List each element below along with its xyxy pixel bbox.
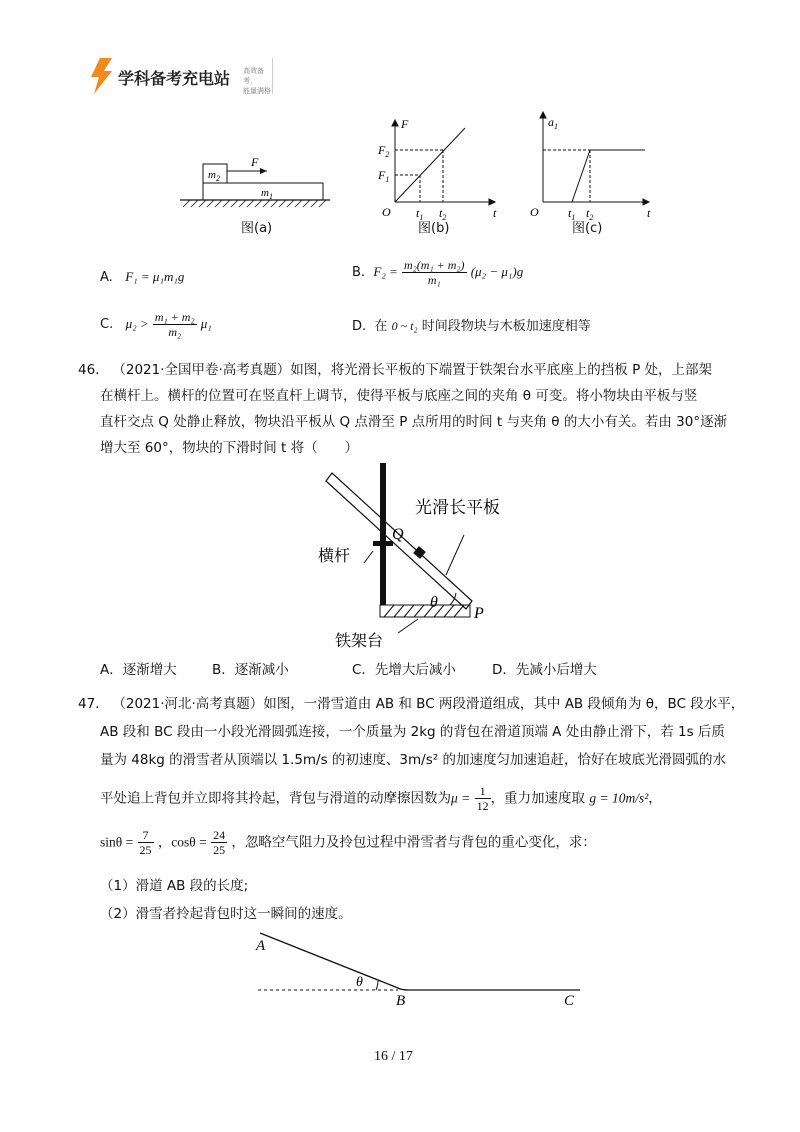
- q46-figure: [300, 455, 530, 655]
- q46-option-c: C．先增大后减小: [352, 662, 456, 678]
- q45-option-d: D. 在 0 ~ t₂ 时间段物块与木板加速度相等: [352, 319, 591, 334]
- fig-b-y-axis: F: [401, 117, 409, 131]
- q47-label-B: B: [396, 993, 406, 1009]
- fig-a-label-force: F: [251, 155, 259, 169]
- fig-c-caption: 图(c): [572, 221, 603, 236]
- q46-option-d: D．先减小后增大: [492, 662, 597, 678]
- fig-c-t1: $t_1$: [568, 206, 576, 222]
- fig-c-t2: $t_2$: [586, 206, 594, 222]
- q46-line3: 直杆交点 Q 处静止释放，物块沿平板从 Q 点滑至 P 点所用的时间 t 与夹角 θ 的大小有关。若由 30°逐渐: [100, 414, 728, 430]
- fig-c-x-axis: t: [647, 206, 651, 220]
- q46-line4: 增大至 60°，物块的下滑时间 t 将（ ）: [100, 440, 359, 456]
- fig-b-caption: 图(b): [418, 221, 450, 236]
- q46-option-a: A．逐渐增大: [100, 662, 177, 678]
- fig-b-t1: $t_1$: [416, 206, 424, 222]
- q47-sub1: （1）滑道 AB 段的长度;: [100, 878, 249, 894]
- brand-slogan: 高效备考， 能量满格: [243, 67, 271, 95]
- q47-label-theta: θ: [356, 975, 363, 990]
- q46-label-Q: Q: [392, 526, 404, 543]
- q46-line1: 46. （2021·全国甲卷·高考真题）如图，将光滑长平板的下端置于铁架台水平底座上的挡板 P 处，上部架: [78, 362, 713, 378]
- q47-line1: 47. （2021·河北·高考真题）如图，一滑雪道由 AB 和 BC 两段滑道组成，其中 AB 段倾角为 θ，BC 段水平，: [78, 696, 745, 712]
- q46-option-b: B．逐渐减小: [212, 662, 289, 678]
- header-divider: [272, 58, 273, 94]
- q46-label-crossbar: 横杆: [318, 546, 351, 565]
- fig-b-F1: $F_1$: [378, 168, 390, 184]
- fig-b-origin: O: [382, 205, 391, 219]
- fig-a-label-m1: $m_1$: [261, 187, 273, 201]
- q45-option-b: B. F₂ = $\frac{\text{m₂(m₁ + m₂)}}{\text{m₁}}$ (μ₂ − μ₁)g: [352, 258, 524, 287]
- fig-a-diagram: [180, 164, 330, 207]
- q46-label-theta: θ: [430, 594, 438, 611]
- q47-line2: AB 段和 BC 段由一小段光滑圆弧连接，一个质量为 2kg 的背包在滑道顶端 A 处由静止滑下，若 1s 后质: [100, 724, 725, 740]
- q47-line4: 平处追上背包并立即将其拎起，背包与滑道的动摩擦因数为μ = $\frac{1}{12}$ ，重力加速度取 g = 10m/s²，: [100, 784, 662, 813]
- q47-line3: 量为 48kg 的滑雪者从顶端以 1.5m/s 的初速度、3m/s² 的加速度匀加速追赶，恰好在坡底光滑圆弧的水: [100, 752, 726, 768]
- fig-c-y-axis: $a_1$: [548, 115, 558, 131]
- q47-label-C: C: [564, 993, 575, 1009]
- q46-line2: 在横杆上。横杆的位置可在竖直杆上调节，使得平板与底座之间的夹角 θ 可变。将小物块由平板与竖: [100, 388, 698, 404]
- q45-option-c: C. μ₂ > $\frac{\text{m₁ + m₂}}{\text{m₂}}$ μ₁: [100, 310, 212, 339]
- fig-b-x-axis: t: [493, 206, 497, 220]
- fig-b-t2: $t_2$: [439, 206, 447, 222]
- fig-b-F2: $F_2$: [378, 143, 390, 159]
- fig-b-graph: [392, 120, 495, 205]
- q47-label-A: A: [256, 938, 266, 954]
- q46-label-P: P: [474, 605, 484, 622]
- q45-option-a: A. F₁ = μ₁m₁g: [100, 269, 185, 285]
- q46-label-stand: 铁架台: [335, 631, 384, 650]
- page-number: 16 / 17: [374, 1049, 413, 1064]
- q47-line5: sinθ = $\frac{7}{25}$ ，cosθ = $\frac{24}{25}$ ，忽略空气阻力及拎包过程中滑雪者与背包的重心变化，求：: [100, 828, 596, 857]
- q46-label-board: 光滑长平板: [415, 498, 500, 518]
- fig-c-origin: O: [530, 205, 539, 219]
- fig-a-caption: 图(a): [241, 221, 273, 236]
- brand-name: 学科备考充电站: [118, 69, 231, 88]
- q47-figure: [250, 925, 590, 1015]
- fig-a-label-m2: $m_2$: [208, 169, 220, 183]
- lightning-icon: [88, 58, 114, 94]
- q47-sub2: （2）滑雪者拎起背包时这一瞬间的速度。: [100, 906, 352, 922]
